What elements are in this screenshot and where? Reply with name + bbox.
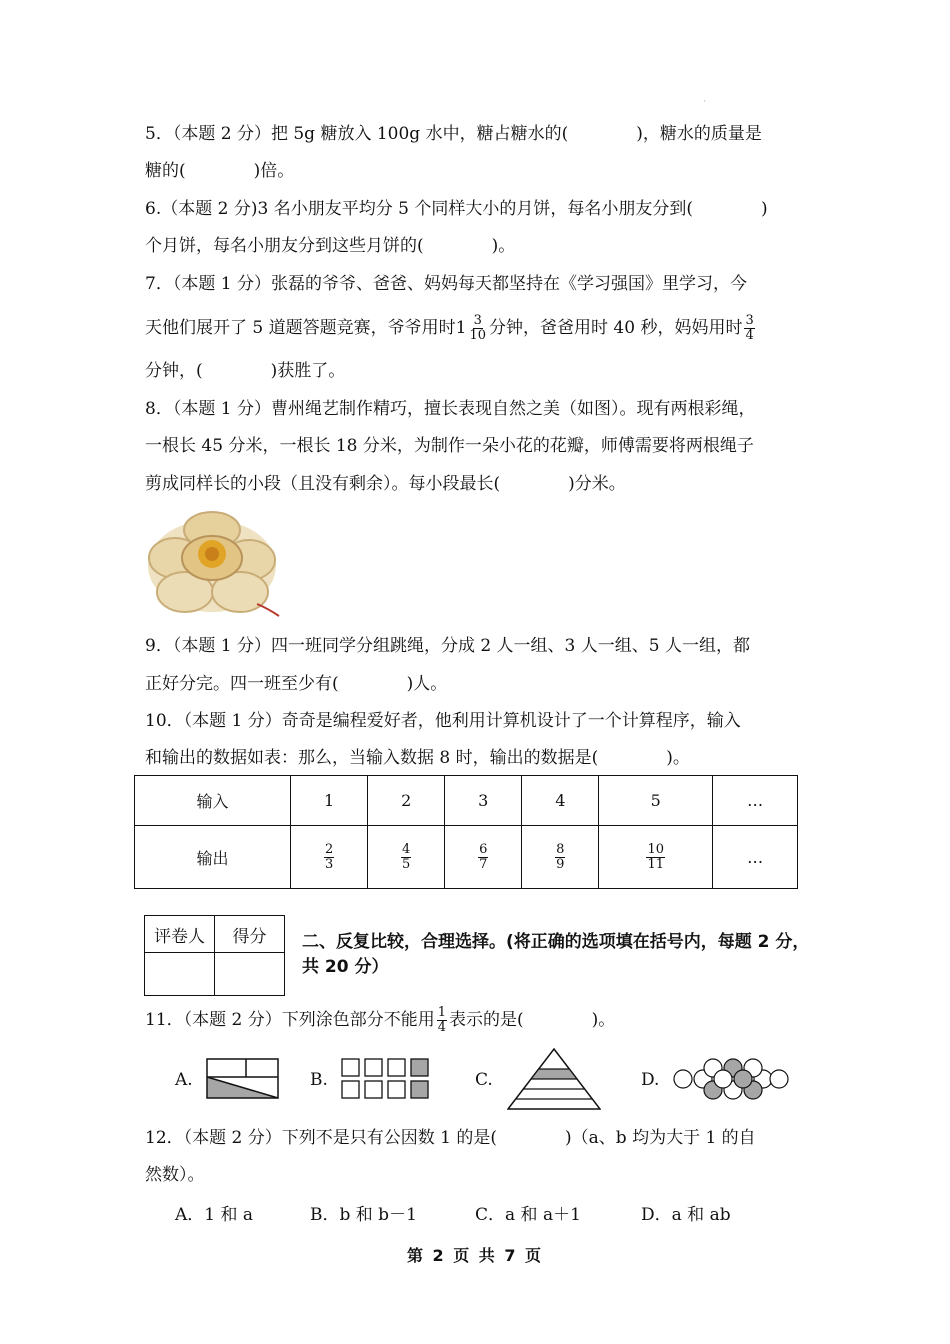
q7-f1-denominator: 10 xyxy=(469,328,486,343)
output-fraction xyxy=(478,843,488,872)
q12-option-c: C．a 和 a＋1 xyxy=(475,1205,581,1225)
q7-f1-numerator: 3 xyxy=(473,313,482,328)
numerator: 4 xyxy=(402,841,411,857)
option-c-triangle-figure xyxy=(507,1048,601,1110)
output-cell xyxy=(368,826,445,889)
q11-option-b-label: B. xyxy=(310,1070,328,1090)
reviewer-label: 评卷人 xyxy=(145,916,215,953)
q9-line-1: 9．（本题 1 分）四一班同学分组跳绳，分成 2 人一组、3 人一组、5 人一组，都 xyxy=(145,636,751,656)
q11-text-a: 11．（本题 2 分）下列涂色部分不能用 xyxy=(145,1010,435,1030)
q10-line-1: 10．（本题 1 分）奇奇是编程爱好者，他利用计算机设计了一个计算程序，输入 xyxy=(145,711,741,731)
q12-option-a: A．1 和 a xyxy=(175,1205,254,1225)
denominator: 11 xyxy=(647,856,665,872)
q6-line-2: 个月饼，每名小朋友分到这些月饼的( )。 xyxy=(145,236,516,256)
q7-line-1: 7．（本题 1 分）张磊的爷爷、爸爸、妈妈每天都坚持在《学习强国》里学习，今 xyxy=(145,274,747,294)
denominator: 7 xyxy=(479,856,488,872)
output-fraction xyxy=(555,843,565,872)
q7-f2-denominator: 4 xyxy=(745,328,754,343)
input-label-cell: 输入 xyxy=(135,776,291,826)
q6-line-1: 6.（本题 2 分)3 名小朋友平均分 5 个同样大小的月饼，每名小朋友分到( ) xyxy=(145,199,768,219)
output-cell: … xyxy=(713,826,798,889)
q12-option-b: B．b 和 b－1 xyxy=(310,1205,417,1225)
q7-text-a: 天他们展开了 5 道题答题竞赛，爷爷用时 xyxy=(145,318,456,338)
rope-flower-image xyxy=(145,508,280,620)
input-cell: 3 xyxy=(445,776,522,826)
q12-option-d: D．a 和 ab xyxy=(641,1205,731,1225)
denominator: 3 xyxy=(325,856,334,872)
input-row xyxy=(135,776,798,826)
numerator: 2 xyxy=(325,841,334,857)
q8-line-2: 一根长 45 分米，一根长 18 分米，为制作一朵小花的花瓣，师傅需要将两根绳子 xyxy=(145,436,754,456)
input-cell: 4 xyxy=(522,776,599,826)
q5-line-2: 糖的( )倍。 xyxy=(145,161,295,181)
q8-line-1: 8．（本题 1 分）曹州绳艺制作精巧，擅长表现自然之美（如图）。现有两根彩绳， xyxy=(145,399,756,419)
output-fraction xyxy=(324,843,334,872)
numerator: 8 xyxy=(556,841,565,857)
numerator: 6 xyxy=(479,841,488,857)
reviewer-field xyxy=(145,953,215,996)
page-footer: 第 2 页 共 7 页 xyxy=(406,1246,544,1265)
input-cell: 2 xyxy=(368,776,445,826)
output-cell xyxy=(291,826,368,889)
q7-fraction-2 xyxy=(744,314,754,343)
output-fraction xyxy=(401,843,411,872)
q11-option-c-label: C. xyxy=(475,1070,493,1090)
input-cell: 1 xyxy=(291,776,368,826)
output-label-cell: 输出 xyxy=(135,826,291,889)
q12-line-1: 12．（本题 2 分）下列不是只有公因数 1 的是( )（a、b 均为大于 1 的自 xyxy=(145,1128,756,1148)
q5-line-1: 5．（本题 2 分）把 5g 糖放入 100g 水中，糖占糖水的( )，糖水的质量是 xyxy=(145,124,762,144)
numerator: 10 xyxy=(647,841,665,857)
score-box xyxy=(144,915,285,996)
q11-denominator: 4 xyxy=(437,1020,447,1035)
q11-option-d-label: D. xyxy=(641,1070,660,1090)
q11-line-1 xyxy=(145,1004,615,1036)
denominator: 5 xyxy=(402,856,411,872)
q7-text-b: 分钟，爸爸用时 40 秒，妈妈用时 xyxy=(489,318,743,338)
output-row xyxy=(135,826,798,889)
q11-numerator: 1 xyxy=(437,1005,447,1020)
q8-line-3: 剪成同样长的小段（且没有剩余）。每小段最长( )分米。 xyxy=(145,474,626,494)
input-cell: 5 xyxy=(599,776,713,826)
score-field xyxy=(215,953,285,996)
output-cell xyxy=(599,826,713,889)
output-cell xyxy=(445,826,522,889)
q7-whole: 1 xyxy=(455,318,467,338)
q12-line-2: 然数）。 xyxy=(145,1165,205,1185)
score-label: 得分 xyxy=(215,916,285,953)
q11-text-b: 表示的是( )。 xyxy=(449,1010,616,1030)
output-cell xyxy=(522,826,599,889)
q11-option-a-label: A. xyxy=(175,1070,193,1090)
q9-line-2: 正好分完。四一班至少有( )人。 xyxy=(145,674,448,694)
q10-line-2: 和输出的数据如表：那么，当输入数据 8 时，输出的数据是( )。 xyxy=(145,748,690,768)
q11-fraction xyxy=(437,1006,447,1035)
q7-line-3: 分钟，( )获胜了。 xyxy=(145,361,346,381)
q7-fraction-1 xyxy=(468,314,487,343)
option-d-circles-figure xyxy=(673,1058,789,1100)
input-output-table xyxy=(134,775,798,889)
output-fraction xyxy=(646,843,665,872)
q7-line-2 xyxy=(145,312,757,344)
option-b-squares-figure xyxy=(341,1058,431,1100)
option-a-rectangle-figure xyxy=(206,1058,280,1100)
input-cell: … xyxy=(713,776,798,826)
q7-f2-numerator: 3 xyxy=(745,313,754,328)
denominator: 9 xyxy=(556,856,565,872)
stray-mark: ' xyxy=(704,100,706,107)
section-2-heading: 二、反复比较，合理选择。(将正确的选项填在括号内，每题 2 分，共 20 分） xyxy=(302,932,810,977)
